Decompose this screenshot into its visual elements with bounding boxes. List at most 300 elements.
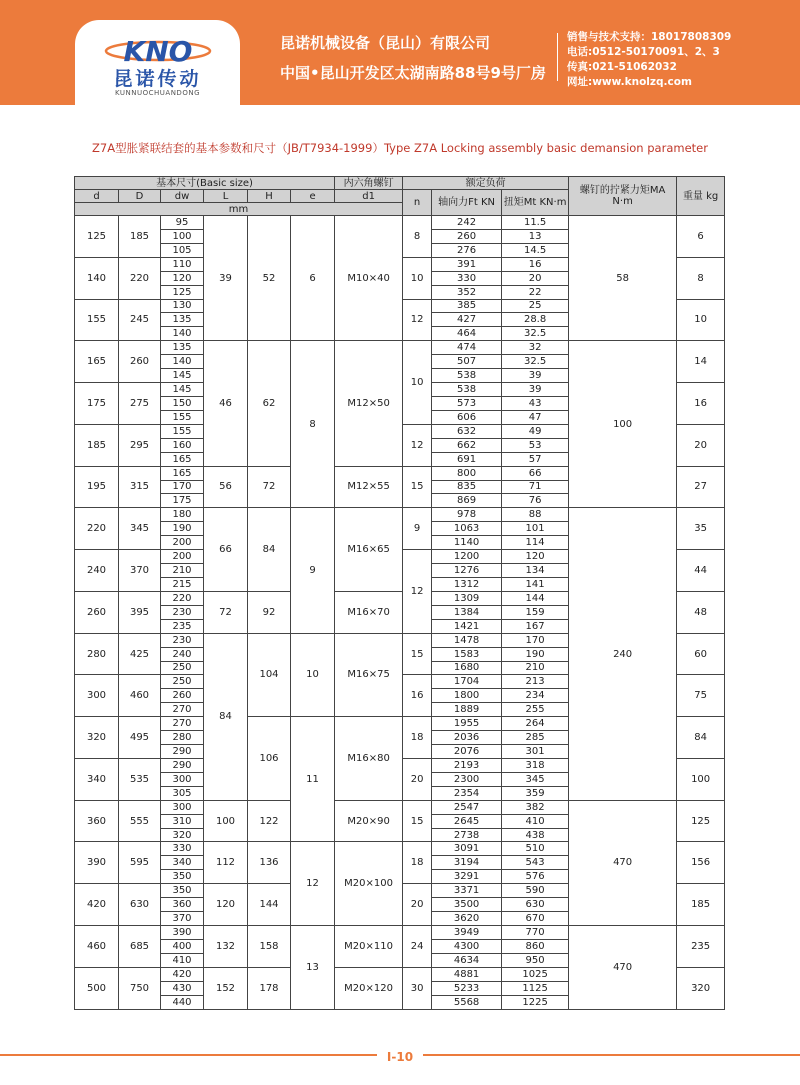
cell-axial-force: 1680 [432, 661, 502, 675]
cell-dw: 105 [161, 243, 204, 257]
cell-axial-force: 507 [432, 355, 502, 369]
cell-d1: M16×75 [335, 633, 403, 717]
cell-dw: 100 [161, 229, 204, 243]
cell-torque-mt: 39 [502, 369, 569, 383]
cell-dw: 330 [161, 842, 204, 856]
cell-axial-force: 2300 [432, 772, 502, 786]
company-address: 中国•昆山开发区太湖南路88号9号厂房 [280, 64, 546, 82]
cell-axial-force: 1583 [432, 647, 502, 661]
contact-website: 网址:www.knolzq.com [567, 76, 692, 88]
cell-d: 360 [75, 800, 119, 842]
cell-torque-mt: 25 [502, 299, 569, 313]
cell-torque-mt: 101 [502, 522, 569, 536]
cell-torque-mt: 28.8 [502, 313, 569, 327]
cell-axial-force: 1140 [432, 536, 502, 550]
cell-weight: 156 [677, 842, 725, 884]
table-caption: Z7A型胀紧联结套的基本参数和尺寸（JB/T7934-1999）Type Z7A Locking assembly basic demansion parameter [92, 141, 708, 155]
cell-axial-force: 427 [432, 313, 502, 327]
cell-dw: 155 [161, 410, 204, 424]
header-H: H [248, 190, 291, 203]
cell-dw: 300 [161, 772, 204, 786]
header-basic-size: 基本尺寸(Basic size) [75, 177, 335, 190]
header-banner [0, 0, 800, 105]
cell-torque-mt: 43 [502, 396, 569, 410]
cell-dw: 150 [161, 396, 204, 410]
cell-torque-mt: 264 [502, 717, 569, 731]
cell-e: 11 [291, 717, 335, 842]
cell-dw: 310 [161, 814, 204, 828]
svg-text:KNO: KNO [123, 35, 193, 68]
cell-axial-force: 1955 [432, 717, 502, 731]
cell-d: 165 [75, 341, 119, 383]
cell-weight: 75 [677, 675, 725, 717]
cell-axial-force: 1889 [432, 703, 502, 717]
cell-dw: 290 [161, 745, 204, 759]
cell-D: 495 [119, 717, 161, 759]
cell-dw: 260 [161, 689, 204, 703]
cell-d: 340 [75, 758, 119, 800]
cell-axial-force: 2076 [432, 745, 502, 759]
kno-logo-icon [103, 34, 213, 68]
cell-D: 315 [119, 466, 161, 508]
cell-torque-mt: 39 [502, 383, 569, 397]
cell-axial-force: 606 [432, 410, 502, 424]
cell-e: 13 [291, 926, 335, 1010]
cell-L: 72 [204, 591, 248, 633]
header-n: n [403, 190, 432, 216]
cell-torque-mt: 167 [502, 619, 569, 633]
cell-torque-mt: 1125 [502, 981, 569, 995]
cell-torque-mt: 14.5 [502, 243, 569, 257]
cell-dw: 410 [161, 953, 204, 967]
cell-d: 500 [75, 967, 119, 1009]
company-name: 昆诺机械设备（昆山）有限公司 [280, 34, 491, 52]
cell-dw: 145 [161, 383, 204, 397]
cell-H: 104 [248, 633, 291, 717]
contact-fax: 传真:021-51062032 [567, 61, 677, 73]
cell-d: 460 [75, 926, 119, 968]
cell-H: 178 [248, 967, 291, 1009]
cell-H: 72 [248, 466, 291, 508]
cell-dw: 290 [161, 758, 204, 772]
cell-d: 320 [75, 717, 119, 759]
cell-D: 630 [119, 884, 161, 926]
cell-n: 15 [403, 466, 432, 508]
cell-n: 18 [403, 717, 432, 759]
cell-H: 136 [248, 842, 291, 884]
parameter-table [74, 176, 725, 1010]
cell-L: 152 [204, 967, 248, 1009]
cell-dw: 95 [161, 216, 204, 230]
cell-H: 106 [248, 717, 291, 801]
header-unit-mm: mm [75, 203, 403, 216]
cell-weight: 84 [677, 717, 725, 759]
cell-axial-force: 242 [432, 216, 502, 230]
cell-torque-mt: 234 [502, 689, 569, 703]
cell-torque-mt: 410 [502, 814, 569, 828]
cell-weight: 20 [677, 424, 725, 466]
cell-d1: M20×100 [335, 842, 403, 926]
cell-axial-force: 3500 [432, 898, 502, 912]
cell-n: 30 [403, 967, 432, 1009]
cell-torque-mt: 13 [502, 229, 569, 243]
cell-d1: M10×40 [335, 216, 403, 341]
cell-L: 39 [204, 216, 248, 341]
table-row [75, 508, 725, 522]
cell-dw: 340 [161, 856, 204, 870]
cell-L: 132 [204, 926, 248, 968]
cell-n: 15 [403, 633, 432, 675]
logo-chinese-name: 昆诺传动 [113, 68, 202, 90]
cell-axial-force: 2645 [432, 814, 502, 828]
cell-dw: 175 [161, 494, 204, 508]
cell-torque-mt: 345 [502, 772, 569, 786]
cell-torque-mt: 590 [502, 884, 569, 898]
cell-axial-force: 352 [432, 285, 502, 299]
page-number [0, 1046, 800, 1065]
cell-e: 9 [291, 508, 335, 633]
header-e: e [291, 190, 335, 203]
cell-torque-mt: 359 [502, 786, 569, 800]
cell-e: 6 [291, 216, 335, 341]
cell-D: 260 [119, 341, 161, 383]
cell-n: 16 [403, 675, 432, 717]
cell-axial-force: 385 [432, 299, 502, 313]
cell-d1: M16×70 [335, 591, 403, 633]
cell-axial-force: 464 [432, 327, 502, 341]
cell-torque-mt: 301 [502, 745, 569, 759]
cell-d: 220 [75, 508, 119, 550]
cell-axial-force: 330 [432, 271, 502, 285]
cell-D: 370 [119, 550, 161, 592]
cell-d1: M12×50 [335, 341, 403, 466]
cell-dw: 200 [161, 536, 204, 550]
cell-weight: 60 [677, 633, 725, 675]
cell-D: 555 [119, 800, 161, 842]
cell-axial-force: 276 [432, 243, 502, 257]
cell-torque-mt: 510 [502, 842, 569, 856]
cell-H: 122 [248, 800, 291, 842]
cell-dw: 135 [161, 341, 204, 355]
cell-n: 24 [403, 926, 432, 968]
cell-torque-mt: 49 [502, 424, 569, 438]
cell-torque-mt: 213 [502, 675, 569, 689]
cell-weight: 6 [677, 216, 725, 258]
header-dw: dw [161, 190, 204, 203]
cell-dw: 370 [161, 912, 204, 926]
cell-d: 260 [75, 591, 119, 633]
cell-dw: 270 [161, 717, 204, 731]
cell-D: 535 [119, 758, 161, 800]
cell-axial-force: 1312 [432, 577, 502, 591]
cell-d: 390 [75, 842, 119, 884]
logo-english-name: KUNNUOCHUANDONG [115, 89, 200, 97]
cell-D: 595 [119, 842, 161, 884]
cell-torque-mt: 860 [502, 939, 569, 953]
cell-d1: M20×110 [335, 926, 403, 968]
cell-axial-force: 800 [432, 466, 502, 480]
cell-dw: 135 [161, 313, 204, 327]
cell-n: 10 [403, 257, 432, 299]
cell-d: 140 [75, 257, 119, 299]
cell-torque-mt: 11.5 [502, 216, 569, 230]
cell-n: 9 [403, 508, 432, 550]
cell-dw: 165 [161, 466, 204, 480]
cell-dw: 240 [161, 647, 204, 661]
cell-dw: 210 [161, 564, 204, 578]
cell-torque-mt: 134 [502, 564, 569, 578]
cell-torque-mt: 88 [502, 508, 569, 522]
cell-L: 112 [204, 842, 248, 884]
cell-d1: M16×80 [335, 717, 403, 801]
cell-torque-mt: 670 [502, 912, 569, 926]
cell-dw: 130 [161, 299, 204, 313]
cell-tightening-torque: 470 [569, 800, 677, 925]
table-row [75, 341, 725, 355]
cell-d1: M16×65 [335, 508, 403, 592]
cell-n: 12 [403, 424, 432, 466]
cell-weight: 44 [677, 550, 725, 592]
cell-d1: M12×55 [335, 466, 403, 508]
cell-n: 12 [403, 299, 432, 341]
cell-torque-mt: 144 [502, 591, 569, 605]
table-row [75, 216, 725, 230]
cell-d1: M20×90 [335, 800, 403, 842]
cell-torque-mt: 66 [502, 466, 569, 480]
cell-weight: 125 [677, 800, 725, 842]
cell-tightening-torque: 470 [569, 926, 677, 1010]
cell-dw: 420 [161, 967, 204, 981]
cell-axial-force: 662 [432, 438, 502, 452]
cell-D: 685 [119, 926, 161, 968]
cell-n: 20 [403, 884, 432, 926]
cell-weight: 320 [677, 967, 725, 1009]
cell-D: 275 [119, 383, 161, 425]
cell-torque-mt: 76 [502, 494, 569, 508]
cell-axial-force: 2354 [432, 786, 502, 800]
cell-n: 10 [403, 341, 432, 425]
cell-d1: M20×120 [335, 967, 403, 1009]
cell-dw: 230 [161, 605, 204, 619]
cell-axial-force: 5233 [432, 981, 502, 995]
header-torque-mt: 扭矩Mt KN·m [502, 190, 569, 216]
table-row [75, 926, 725, 940]
cell-torque-mt: 438 [502, 828, 569, 842]
cell-d: 185 [75, 424, 119, 466]
cell-torque-mt: 16 [502, 257, 569, 271]
cell-axial-force: 260 [432, 229, 502, 243]
cell-axial-force: 1421 [432, 619, 502, 633]
header-axial-force: 轴向力Ft KN [432, 190, 502, 216]
cell-e: 8 [291, 341, 335, 508]
cell-torque-mt: 1025 [502, 967, 569, 981]
cell-torque-mt: 1225 [502, 995, 569, 1009]
cell-torque-mt: 20 [502, 271, 569, 285]
cell-dw: 360 [161, 898, 204, 912]
cell-weight: 8 [677, 257, 725, 299]
header-weight: 重量 kg [677, 177, 725, 216]
cell-dw: 350 [161, 884, 204, 898]
contact-phone: 电话:0512-50170091、2、3 [567, 46, 720, 58]
cell-axial-force: 2547 [432, 800, 502, 814]
cell-torque-mt: 47 [502, 410, 569, 424]
cell-e: 12 [291, 842, 335, 926]
cell-torque-mt: 71 [502, 480, 569, 494]
cell-torque-mt: 141 [502, 577, 569, 591]
header-rated-load: 额定负荷 [403, 177, 569, 190]
cell-dw: 230 [161, 633, 204, 647]
header-D: D [119, 190, 161, 203]
cell-weight: 10 [677, 299, 725, 341]
cell-dw: 145 [161, 369, 204, 383]
cell-D: 295 [119, 424, 161, 466]
cell-weight: 16 [677, 383, 725, 425]
cell-D: 185 [119, 216, 161, 258]
cell-H: 92 [248, 591, 291, 633]
cell-L: 66 [204, 508, 248, 592]
cell-weight: 48 [677, 591, 725, 633]
cell-d: 240 [75, 550, 119, 592]
cell-dw: 125 [161, 285, 204, 299]
cell-torque-mt: 630 [502, 898, 569, 912]
cell-axial-force: 3949 [432, 926, 502, 940]
cell-weight: 35 [677, 508, 725, 550]
cell-dw: 120 [161, 271, 204, 285]
cell-L: 56 [204, 466, 248, 508]
cell-dw: 350 [161, 870, 204, 884]
cell-torque-mt: 770 [502, 926, 569, 940]
logo [75, 20, 240, 105]
cell-n: 18 [403, 842, 432, 884]
cell-n: 20 [403, 758, 432, 800]
cell-axial-force: 978 [432, 508, 502, 522]
cell-axial-force: 1704 [432, 675, 502, 689]
cell-axial-force: 691 [432, 452, 502, 466]
cell-dw: 390 [161, 926, 204, 940]
cell-axial-force: 1309 [432, 591, 502, 605]
cell-dw: 300 [161, 800, 204, 814]
header-d1: d1 [335, 190, 403, 203]
cell-axial-force: 391 [432, 257, 502, 271]
cell-dw: 320 [161, 828, 204, 842]
cell-axial-force: 3091 [432, 842, 502, 856]
cell-tightening-torque: 100 [569, 341, 677, 508]
cell-dw: 140 [161, 327, 204, 341]
cell-D: 345 [119, 508, 161, 550]
cell-d: 420 [75, 884, 119, 926]
cell-axial-force: 474 [432, 341, 502, 355]
cell-dw: 160 [161, 438, 204, 452]
cell-torque-mt: 32 [502, 341, 569, 355]
cell-weight: 235 [677, 926, 725, 968]
cell-n: 12 [403, 550, 432, 634]
cell-axial-force: 5568 [432, 995, 502, 1009]
header-L: L [204, 190, 248, 203]
cell-H: 84 [248, 508, 291, 592]
cell-torque-mt: 318 [502, 758, 569, 772]
header-d: d [75, 190, 119, 203]
cell-n: 15 [403, 800, 432, 842]
cell-torque-mt: 255 [502, 703, 569, 717]
cell-tightening-torque: 240 [569, 508, 677, 800]
cell-D: 425 [119, 633, 161, 675]
cell-L: 46 [204, 341, 248, 466]
cell-axial-force: 3291 [432, 870, 502, 884]
cell-torque-mt: 22 [502, 285, 569, 299]
cell-torque-mt: 543 [502, 856, 569, 870]
cell-dw: 140 [161, 355, 204, 369]
cell-dw: 430 [161, 981, 204, 995]
cell-torque-mt: 285 [502, 731, 569, 745]
cell-D: 220 [119, 257, 161, 299]
cell-dw: 305 [161, 786, 204, 800]
cell-dw: 165 [161, 452, 204, 466]
cell-dw: 200 [161, 550, 204, 564]
cell-d: 195 [75, 466, 119, 508]
cell-axial-force: 573 [432, 396, 502, 410]
cell-axial-force: 1800 [432, 689, 502, 703]
cell-tightening-torque: 58 [569, 216, 677, 341]
cell-torque-mt: 57 [502, 452, 569, 466]
contact-info [567, 30, 731, 90]
cell-dw: 270 [161, 703, 204, 717]
cell-axial-force: 1478 [432, 633, 502, 647]
cell-d: 300 [75, 675, 119, 717]
cell-torque-mt: 159 [502, 605, 569, 619]
cell-axial-force: 1276 [432, 564, 502, 578]
cell-dw: 250 [161, 661, 204, 675]
cell-axial-force: 4634 [432, 953, 502, 967]
cell-H: 52 [248, 216, 291, 341]
cell-H: 158 [248, 926, 291, 968]
cell-axial-force: 2036 [432, 731, 502, 745]
cell-dw: 215 [161, 577, 204, 591]
cell-weight: 27 [677, 466, 725, 508]
cell-dw: 110 [161, 257, 204, 271]
cell-n: 8 [403, 216, 432, 258]
cell-H: 62 [248, 341, 291, 466]
cell-axial-force: 4300 [432, 939, 502, 953]
cell-D: 245 [119, 299, 161, 341]
cell-torque-mt: 32.5 [502, 355, 569, 369]
cell-torque-mt: 210 [502, 661, 569, 675]
cell-d: 125 [75, 216, 119, 258]
cell-torque-mt: 170 [502, 633, 569, 647]
header-bolt: 内六角螺钉 [335, 177, 403, 190]
cell-d: 175 [75, 383, 119, 425]
cell-dw: 280 [161, 731, 204, 745]
cell-torque-mt: 32.5 [502, 327, 569, 341]
page-number-text: I-10 [377, 1050, 423, 1064]
cell-L: 84 [204, 633, 248, 800]
cell-axial-force: 1200 [432, 550, 502, 564]
cell-axial-force: 2193 [432, 758, 502, 772]
header-tightening-torque: 螺钉的拧紧力矩MA N·m [569, 177, 677, 216]
cell-torque-mt: 120 [502, 550, 569, 564]
cell-dw: 180 [161, 508, 204, 522]
cell-weight: 14 [677, 341, 725, 383]
cell-axial-force: 538 [432, 369, 502, 383]
cell-L: 120 [204, 884, 248, 926]
cell-dw: 190 [161, 522, 204, 536]
cell-axial-force: 538 [432, 383, 502, 397]
cell-torque-mt: 382 [502, 800, 569, 814]
cell-torque-mt: 53 [502, 438, 569, 452]
cell-torque-mt: 114 [502, 536, 569, 550]
cell-torque-mt: 576 [502, 870, 569, 884]
cell-dw: 440 [161, 995, 204, 1009]
table-row [75, 800, 725, 814]
